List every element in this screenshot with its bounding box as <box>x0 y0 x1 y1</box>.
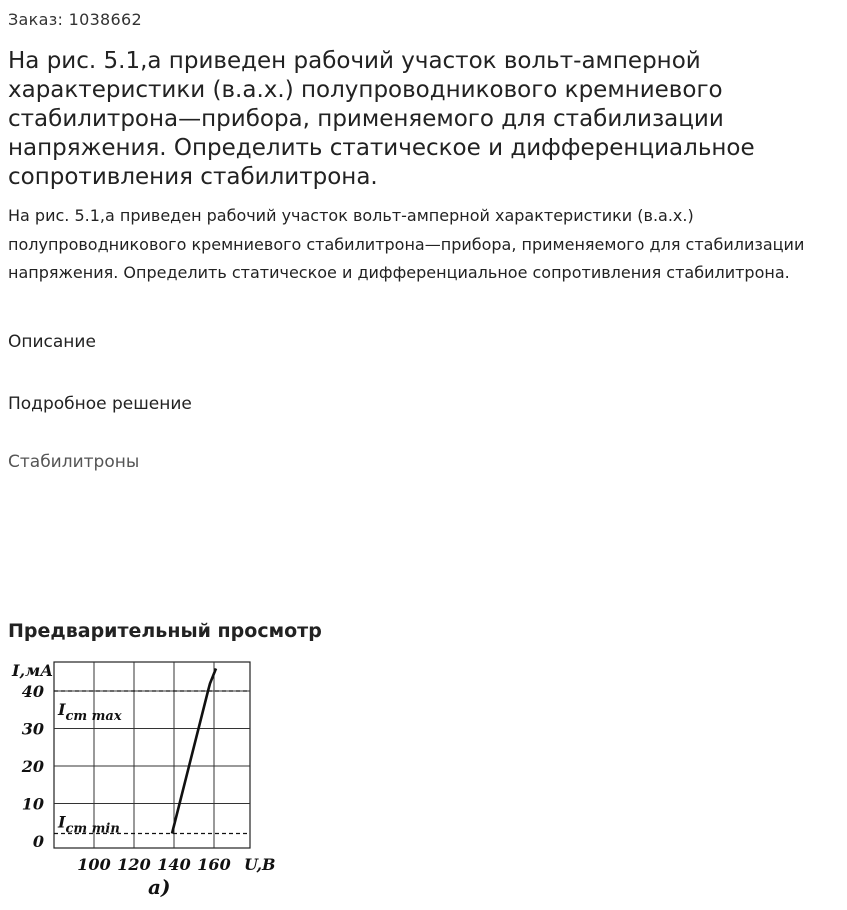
task-description: На рис. 5.1,а приведен рабочий участок вольт-амперной характеристики (в.а.х.) полупроводникового кремниевого стабилитрона—прибора, применяемого для стабилизации напряжения. Определить статическое и дифференциальное сопротивления стабилитрона. <box>8 206 805 282</box>
series-line <box>172 669 216 834</box>
description-heading: Описание <box>8 332 96 352</box>
preview-figure <box>0 648 320 906</box>
annotation-label: $I_{ст max}$ <box>58 700 122 724</box>
y-tick-label: 0 <box>32 832 44 851</box>
iv-chart <box>0 648 320 906</box>
subfigure-label: а) <box>148 875 171 899</box>
x-tick-label: 140 <box>157 855 191 874</box>
plot-frame <box>54 662 250 848</box>
y-tick-label: 30 <box>21 719 44 739</box>
annotation-label: $I_{ст min}$ <box>58 812 120 837</box>
page-title: На рис. 5.1,а приведен рабочий участок вольт-амперной характеристики (в.а.х.) полупроводникового кремниевого стабилитрона—прибора, применяемого для стабилизации напряжения. Определить статическое и дифференциальное сопротивления стабилитрона. <box>8 48 755 190</box>
y-tick-label: 10 <box>21 794 44 814</box>
x-tick-label: 120 <box>117 855 151 874</box>
y-axis-label: I,мА <box>12 661 54 680</box>
iv-curve <box>172 669 216 834</box>
y-tick-label: 20 <box>21 757 44 776</box>
solution-heading: Подробное решение <box>8 394 192 414</box>
x-tick-label: 100 <box>77 855 111 874</box>
x-tick-labels <box>77 855 230 874</box>
x-axis-label: U,B <box>244 855 276 874</box>
category-link[interactable]: Стабилитроны <box>8 452 140 472</box>
grid-lines <box>54 662 250 848</box>
y-tick-labels <box>21 682 44 851</box>
x-tick-label: 160 <box>197 855 231 874</box>
preview-heading: Предварительный просмотр <box>8 620 322 642</box>
y-tick-label: 40 <box>21 682 44 701</box>
annotations <box>57 700 122 837</box>
order-number: Заказ: 1038662 <box>8 10 142 29</box>
